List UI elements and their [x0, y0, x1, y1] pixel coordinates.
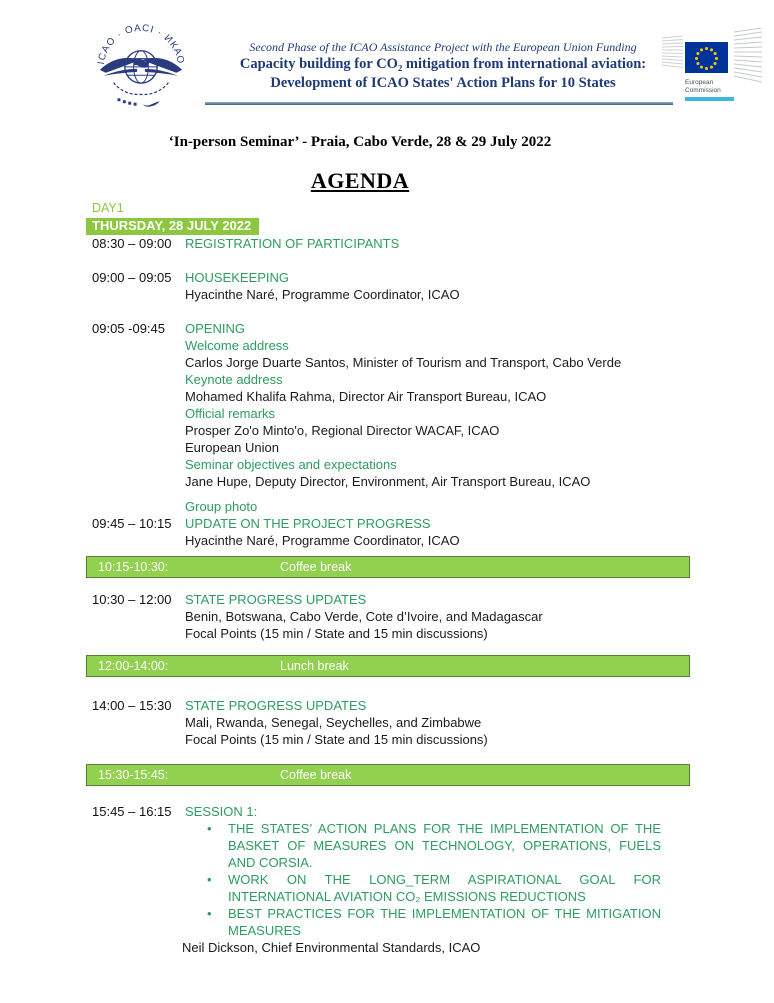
agenda-row-session-1 [86, 803, 690, 956]
agenda-row-housekeeping [86, 269, 690, 303]
session-bullet-list [205, 820, 690, 939]
session-title: REGISTRATION OF PARTICIPANTS [185, 236, 400, 251]
session-line: Mali, Rwanda, Senegal, Seychelles, and Zimbabwe [185, 715, 482, 730]
session-line: Focal Points (15 min / State and 15 min discussions) [185, 626, 488, 641]
svg-text:ICAO · OACI · ИКАО: ICAO · OACI · ИКАО [95, 22, 187, 66]
session-line: European Union [185, 440, 279, 455]
session-line: Keynote address [185, 372, 283, 387]
day-date: THURSDAY, 28 JULY 2022 [86, 218, 259, 235]
ec-label-line1: European [685, 79, 714, 86]
session-time: 09:45 – 10:15 [92, 516, 172, 531]
break-time: 15:30-15:45: [98, 768, 169, 782]
ec-label-line2: Commission [685, 87, 721, 94]
session-title: UPDATE ON THE PROJECT PROGRESS [185, 516, 431, 531]
session-title: SESSION 1: [185, 804, 258, 819]
break-label: Lunch break [280, 659, 349, 673]
session-line: Welcome address [185, 338, 289, 353]
agenda-row-state-progress-1 [86, 591, 690, 642]
european-commission-logo-icon [662, 28, 762, 110]
break-bar-lunch [86, 655, 690, 677]
session-line: Neil Dickson, Chief Environmental Standards, ICAO [182, 940, 481, 955]
project-title-line2: Development of ICAO States' Action Plans for 10 States [270, 75, 616, 91]
session-time: 08:30 – 09:00 [92, 236, 172, 251]
project-subtitle: Second Phase of the ICAO Assistance Project with the European Union Funding [249, 40, 637, 54]
session-line: Mohamed Khalifa Rahma, Director Air Transport Bureau, ICAO [185, 389, 547, 404]
headings-block [86, 134, 634, 194]
session-line: Focal Points (15 min / State and 15 min discussions) [185, 732, 488, 747]
break-label: Coffee break [280, 560, 352, 574]
seminar-title: ‘In-person Seminar’ - Praia, Cabo Verde, 28 & 29 July 2022 [168, 134, 552, 150]
session-title: STATE PROGRESS UPDATES [185, 698, 367, 713]
icao-logo-icon [92, 14, 190, 112]
header-divider [205, 102, 673, 105]
break-time: 10:15-10:30: [98, 560, 169, 574]
session-line: Hyacinthe Naré, Programme Coordinator, ICAO [185, 287, 460, 302]
day-label: DAY1 [92, 201, 124, 215]
project-title-line1: Capacity building for CO₂ mitigation from international aviation: [239, 56, 647, 72]
session-line: Jane Hupe, Deputy Director, Environment, Air Transport Bureau, ICAO [185, 474, 591, 489]
break-bar-coffee-2 [86, 764, 690, 786]
session-line: Benin, Botswana, Cabo Verde, Cote d’Ivoire, and Madagascar [185, 609, 543, 624]
session-line: Group photo [185, 499, 258, 514]
session-title: HOUSEKEEPING [185, 270, 290, 285]
agenda-row-project-progress [86, 515, 690, 549]
session-bullet: • WORK ON THE LONG_TERM ASPIRATIONAL GOAL FOR INTERNATIONAL AVIATION CO₂ EMISSIONS REDUCTIONS [205, 871, 661, 905]
session-time: 15:45 – 16:15 [92, 804, 172, 819]
agenda-heading: AGENDA [310, 168, 410, 193]
document-header [0, 0, 774, 118]
break-label: Coffee break [280, 768, 352, 782]
session-line: Hyacinthe Naré, Programme Coordinator, ICAO [185, 533, 460, 548]
session-line: Prosper Zo'o Minto'o, Regional Director WACAF, ICAO [185, 423, 500, 438]
session-time: 10:30 – 12:00 [92, 592, 172, 607]
header-text-block [212, 40, 674, 93]
agenda-row-state-progress-2 [86, 697, 690, 748]
session-title: STATE PROGRESS UPDATES [185, 592, 367, 607]
session-line: Carlos Jorge Duarte Santos, Minister of Tourism and Transport, Cabo Verde [185, 355, 622, 370]
session-time: 14:00 – 15:30 [92, 698, 172, 713]
agenda-body [86, 200, 690, 956]
session-time: 09:00 – 09:05 [92, 270, 172, 285]
session-time: 09:05 -09:45 [92, 321, 166, 336]
break-bar-coffee-1 [86, 556, 690, 578]
break-time: 12:00-14:00: [98, 659, 169, 673]
session-bullet: • THE STATES’ ACTION PLANS FOR THE IMPLEMENTATION OF THE BASKET OF MEASURES ON TECHNOLOGY, OPERATIONS, FUELS AND CORSIA. [205, 820, 661, 871]
session-bullet: • BEST PRACTICES FOR THE IMPLEMENTATION OF THE MITIGATION MEASURES [205, 905, 661, 939]
session-title: OPENING [185, 321, 245, 336]
agenda-row-registration [86, 235, 690, 252]
session-line: Seminar objectives and expectations [185, 457, 397, 472]
day-date-highlight [86, 217, 690, 235]
agenda-row-opening [86, 320, 690, 515]
session-line: Official remarks [185, 406, 276, 421]
